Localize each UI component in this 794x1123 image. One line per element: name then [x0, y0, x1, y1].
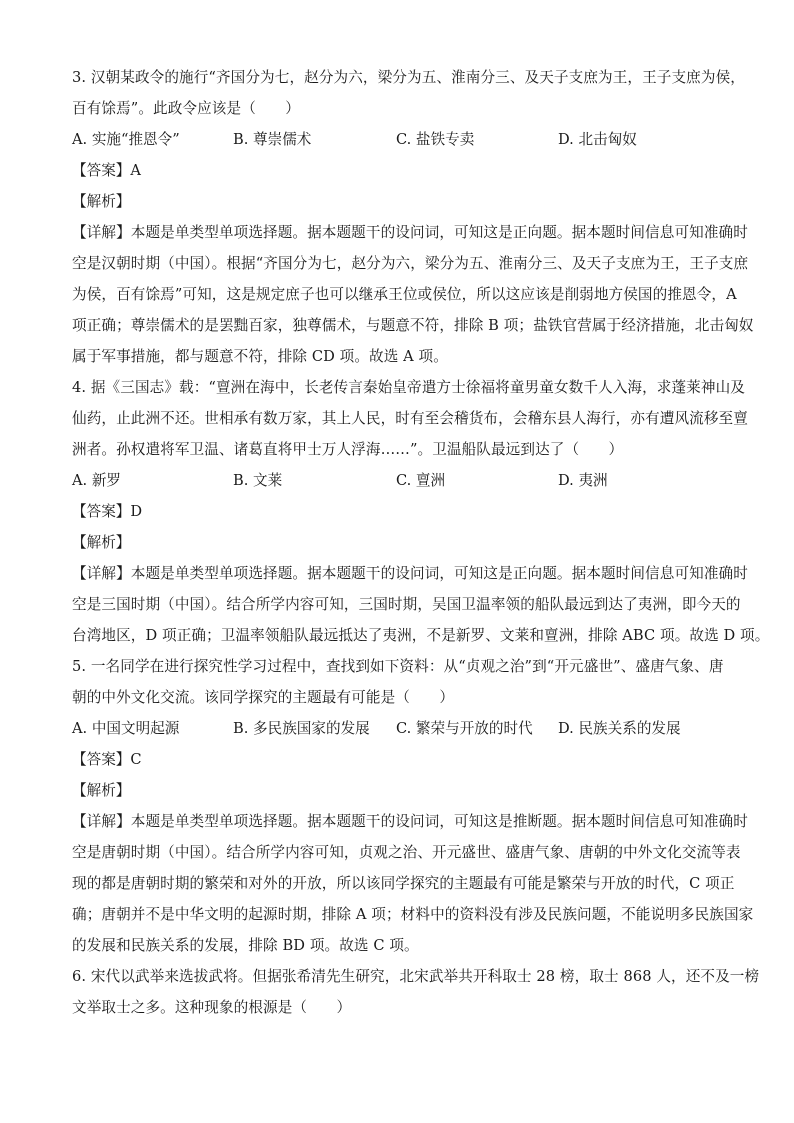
question-stem-line: 洲者。孙权遣将军卫温、诸葛直将甲士万人浮海……”。卫温船队最远到达了（ ）	[72, 441, 624, 458]
detail-line: 为侯，百有馀焉”可知，这是规定庶子也可以继承王位或侯位，所以这应该是削弱地方侯国的推恩令，A	[72, 286, 737, 303]
question-stem-line: 文举取士之多。这种现象的根源是（ ）	[72, 999, 352, 1016]
answer-line	[72, 155, 722, 186]
option-a: A. 新罗	[72, 472, 122, 489]
option-b: B. 多民族国家的发展	[233, 720, 370, 737]
option-d: D. 夷洲	[558, 472, 608, 489]
question-3	[72, 62, 754, 372]
detail-line: 台湾地区，D 项正确；卫温率领船队最远抵达了夷洲，不是新罗、文莱和亶洲，排除 ABC 项。故选 D 项。	[72, 627, 770, 644]
answer-line	[72, 496, 722, 527]
option-b: B. 尊崇儒术	[233, 131, 312, 148]
answer-label: 【答案】	[72, 162, 131, 179]
answer-value: C	[130, 751, 142, 768]
analysis-label: 【解析】	[72, 193, 131, 210]
option-c: C. 盐铁专卖	[396, 131, 475, 148]
question-stem-line: 3. 汉朝某政令的施行“齐国分为七，赵分为六，梁分为五、淮南分三、及天子支庶为王，王子支庶为侯，	[72, 69, 745, 86]
detail-line: 【详解】本题是单类型单项选择题。据本题题干的设问词，可知这是推断题。据本题时间信息可知准确时	[72, 813, 748, 830]
option-d: D. 民族关系的发展	[558, 720, 681, 737]
option-b: B. 文莱	[233, 472, 283, 489]
detail-line: 项正确；尊崇儒术的是罢黜百家，独尊儒术，与题意不符，排除 B 项；盐铁官营属于经济措施，北击匈奴	[72, 317, 754, 334]
question-stem-line: 百有馀焉”。此政令应该是（ ）	[72, 100, 300, 117]
question-4	[72, 372, 770, 651]
options-row	[72, 713, 722, 744]
question-stem-line: 4. 据《三国志》载：“亶洲在海中，长老传言秦始皇帝遣方士徐福将童男童女数千人入海，求蓬莱神山及	[72, 379, 745, 396]
question-5	[72, 651, 754, 961]
options-row	[72, 465, 722, 496]
options-row	[72, 124, 722, 155]
detail-line: 的发展和民族关系的发展，排除 BD 项。故选 C 项。	[72, 937, 419, 954]
option-c: C. 亶洲	[396, 472, 446, 489]
answer-label: 【答案】	[72, 751, 131, 768]
question-stem-line: 6. 宋代以武举来选拔武将。但据张希清先生研究，北宋武举共开科取士 28 榜，取士 868 人，还不及一榜	[72, 968, 760, 985]
option-a: A. 实施“推恩令”	[72, 131, 180, 148]
answer-value: A	[130, 162, 141, 179]
answer-line	[72, 744, 722, 775]
detail-line: 属于军事措施，都与题意不符，排除 CD 项。故选 A 项。	[72, 348, 448, 365]
question-stem-line: 仙药，止此洲不还。世相承有数万家，其上人民，时有至会稽货布，会稽东县人海行，亦有遭风流移至亶	[72, 410, 748, 427]
question-6	[72, 961, 760, 1023]
document-page	[72, 62, 770, 1023]
question-stem-line: 朝的中外文化交流。该同学探究的主题最有可能是（ ）	[72, 689, 455, 706]
option-d: D. 北击匈奴	[558, 131, 637, 148]
detail-line: 空是三国时期（中国）。结合所学内容可知，三国时期，吴国卫温率领的船队最远到达了夷洲，即今天的	[72, 596, 741, 613]
detail-line: 空是唐朝时期（中国）。结合所学内容可知，贞观之治、开元盛世、盛唐气象、唐朝的中外文化交流等表	[72, 844, 741, 861]
detail-line: 空是汉朝时期（中国）。根据“齐国分为七，赵分为六，梁分为五、淮南分三、及天子支庶为王，王子支庶	[72, 255, 749, 272]
detail-line: 【详解】本题是单类型单项选择题。据本题题干的设问词，可知这是正向题。据本题时间信息可知准确时	[72, 565, 748, 582]
option-a: A. 中国文明起源	[72, 720, 180, 737]
analysis-label: 【解析】	[72, 534, 131, 551]
answer-label: 【答案】	[72, 503, 131, 520]
detail-line: 【详解】本题是单类型单项选择题。据本题题干的设问词，可知这是正向题。据本题时间信息可知准确时	[72, 224, 748, 241]
answer-value: D	[130, 503, 143, 520]
option-c: C. 繁荣与开放的时代	[396, 720, 533, 737]
question-stem-line: 5. 一名同学在进行探究性学习过程中，查找到如下资料：从“贞观之治”到“开元盛世”、盛唐气象、唐	[72, 658, 724, 675]
analysis-label: 【解析】	[72, 782, 131, 799]
detail-line: 现的都是唐朝时期的繁荣和对外的开放，所以该同学探究的主题最有可能是繁荣与开放的时代，C 项正	[72, 875, 735, 892]
detail-line: 确；唐朝并不是中华文明的起源时期，排除 A 项；材料中的资料没有涉及民族问题，不能说明多民族国家	[72, 906, 754, 923]
